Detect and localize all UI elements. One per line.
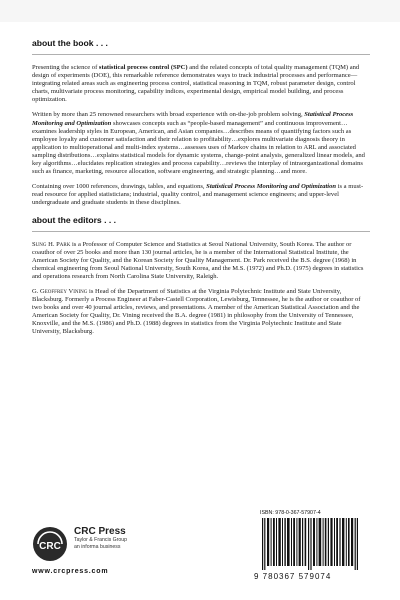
publisher-line-2: an informa business xyxy=(74,543,121,550)
about-the-editors-section xyxy=(32,215,370,337)
about-book-heading: about the book . . . xyxy=(32,38,108,48)
publisher-footer xyxy=(32,508,370,590)
editor-name-vining: G. Geoffrey Vining xyxy=(32,287,88,295)
book-paragraph-1: Presenting the science of statistical process control (SPC) and the related concepts of total quality management (TQM) and design of experiments (DOE), this remarkable reference demonstrates ways to track industrial processes and performance—integrating related areas such as engineering process control, statistical reasoning in TQM, robust parameter design, control charts, multivariate process monitoring, capability indices, experimental design, empirical model building, and process optimization. xyxy=(32,64,360,104)
back-cover-text xyxy=(32,38,370,344)
crc-logo-text: CRC xyxy=(39,541,61,552)
book-paragraph-2: Written by more than 25 renowned researchers with broad experience with on-the-job problem solving, Statistical Process Monitoring and Optimization showcases concepts such as “people-based management” and continuous improvement…examines leadership styles in European, American, and Asian companies…describes means of quantifying factors such as employee loyalty and customer satisfaction and their relation to profitability…explores multivariate diagnosis theory in application to multioperational and multi-index systems…assesses uses of Markov chains in relation to ARL and associated sampling distributions…explains statistical models for dynamic systems, change-point analysis, generalized linear models, and key algorithms…elucidates replication strategies and process capability…reviews the interplay of intraorganizational domains such as finance, marketing, resource allocation, software engineering, and strategic planning…and more. xyxy=(32,111,365,176)
book-paragraph-3: Containing over 1000 references, drawings, tables, and equations, Statistical Process Monitoring and Optimization is a must-read resource for applied statisticians; industrial, quality control, and management science engineers; and upper-level undergraduate and graduate students in these disciplines. xyxy=(32,183,364,207)
top-margin-band xyxy=(0,0,400,22)
publisher-name-block xyxy=(74,526,127,550)
publisher-name: CRC Press xyxy=(74,526,126,537)
crc-press-logo-icon xyxy=(32,526,68,562)
publisher-line-1: Taylor & Francis Group xyxy=(74,537,128,543)
section-divider xyxy=(32,54,370,55)
barcode-icon xyxy=(260,518,368,570)
barcode-block xyxy=(252,508,372,588)
barcode-number: 9 780367 579074 xyxy=(254,572,332,581)
about-the-book-section xyxy=(32,38,370,208)
editor-name-park: Sung H. Park xyxy=(32,240,71,248)
publisher-url: www.crcpress.com xyxy=(32,568,109,575)
section-divider xyxy=(32,231,370,232)
isbn-label: ISBN: 978-0-367-57907-4 xyxy=(260,510,321,516)
editor-bio-park: Sung H. Park is a Professor of Computer Science and Statistics at Seoul National University, South Korea. The author or coauthor of over 25 books and more than 130 journal articles, he is a member of the International Statistical Institute, the American Society for Quality, and the Korean Society for Quality Management. Dr. Park received the B.S. degree (1968) in chemical engineering from Seoul National University, South Korea, and the M.S. (1972) and Ph.D. (1975) degrees in statistics and operations research from North Carolina State University, Raleigh. xyxy=(32,240,364,280)
editor-bio-vining: G. Geoffrey Vining is Head of the Department of Statistics at the Virginia Polytechnic Institute and State University, Blacksburg. Formerly a Process Engineer at Faber-Castell Corporation, Lewisburg, Tennessee, he is the author or coauthor of two books and over 40 journal articles, reviews, and presentations. A member of the American Statistical Association and the American Society for Quality, Dr. Vining received the B.A. degree (1981) in philosophy from the University of Tennessee, Knoxville, and the M.S. (1986) and Ph.D. (1988) degrees in statistics from the Virginia Polytechnic Institute and State University, Blacksburg. xyxy=(32,287,361,336)
about-editors-heading: about the editors . . . xyxy=(32,214,117,225)
